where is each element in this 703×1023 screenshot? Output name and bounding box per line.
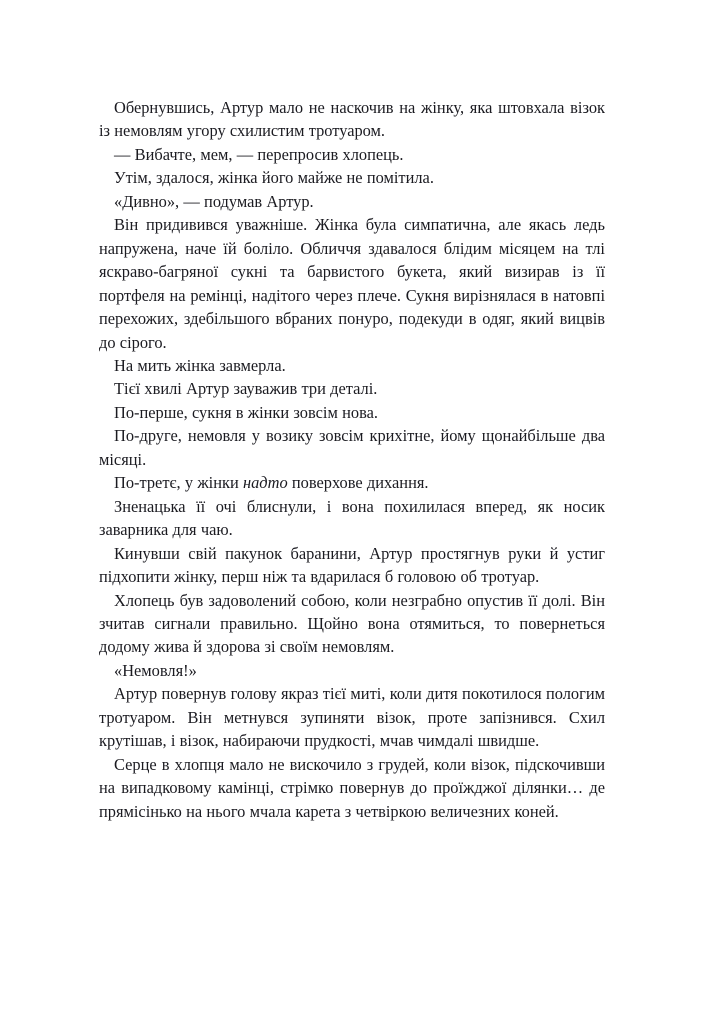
paragraph: «Дивно», — подумав Артур. bbox=[114, 191, 314, 211]
paragraph: Кинувши свій пакунок баранини, Артур простягнув руки й устиг підхопити жінку, перш ніж та вдарилася б головою об тротуар. bbox=[99, 543, 605, 587]
paragraph: Тієї хвилі Артур зауважив три деталі. bbox=[114, 379, 378, 399]
paragraph: «Немовля!» bbox=[114, 660, 197, 680]
paragraph: Серце в хлопця мало не вискочило з грудей, коли візок, підскочивши на випадковому камінці, стрімко повернув до проїжджої ділянки… де прямісінько на нього мчала карета з четвіркою величезних коней. bbox=[99, 754, 605, 821]
paragraph: На мить жінка завмерла. bbox=[114, 355, 286, 375]
paragraph: Обернувшись, Артур мало не наскочив на жінку, яка штовхала візок із немовлям угору схилистим тротуаром. bbox=[99, 98, 605, 141]
paragraph: Артур повернув голову якраз тієї миті, коли дитя покотилося пологим тротуаром. Він метнувся зупиняти візок, проте запізнився. Схил крутішав, і візок, набираючи прудкості, мчав чимдалі швидше. bbox=[99, 684, 605, 751]
paragraph-text-segment: По-третє, у жінки bbox=[114, 473, 243, 493]
body-text-block bbox=[99, 96, 605, 823]
paragraph: — Вибачте, мем, — перепросив хлопець. bbox=[114, 144, 404, 164]
paragraph: Хлопець був задоволений собою, коли незграбно опустив її долі. Він зчитав сигнали правильно. Щойно вона отямиться, то повернеться додому жива й здорова зі своїм немовлям. bbox=[99, 590, 605, 657]
paragraph-text-segment: поверхове дихання. bbox=[287, 473, 429, 493]
paragraph: По-перше, сукня в жінки зовсім нова. bbox=[114, 402, 378, 422]
paragraph: Зненацька її очі блиснули, і вона похилилася вперед, як носик заварника для чаю. bbox=[99, 496, 605, 540]
paragraph: Він придивився уважніше. Жінка була симпатична, але якась ледь напружена, наче їй боліло. Обличчя здавалося блідим місяцем на тлі яскраво-багряної сукні та барвистого букета, який визирав із її портфеля на ремінці, надітого через плече. Сукня вирізнялася в натовпі перехожих, здебільшого вбраних понуро, подекуди в одяг, який вицвів до сірого. bbox=[99, 215, 605, 352]
emphasized-word: надто bbox=[242, 473, 288, 493]
paragraph: По-друге, немовля у возику зовсім крихітне, йому щонайбільше два місяці. bbox=[99, 426, 605, 469]
paragraph: Утім, здалося, жінка його майже не помітила. bbox=[114, 168, 434, 188]
paragraph-with-emphasis bbox=[99, 471, 605, 494]
